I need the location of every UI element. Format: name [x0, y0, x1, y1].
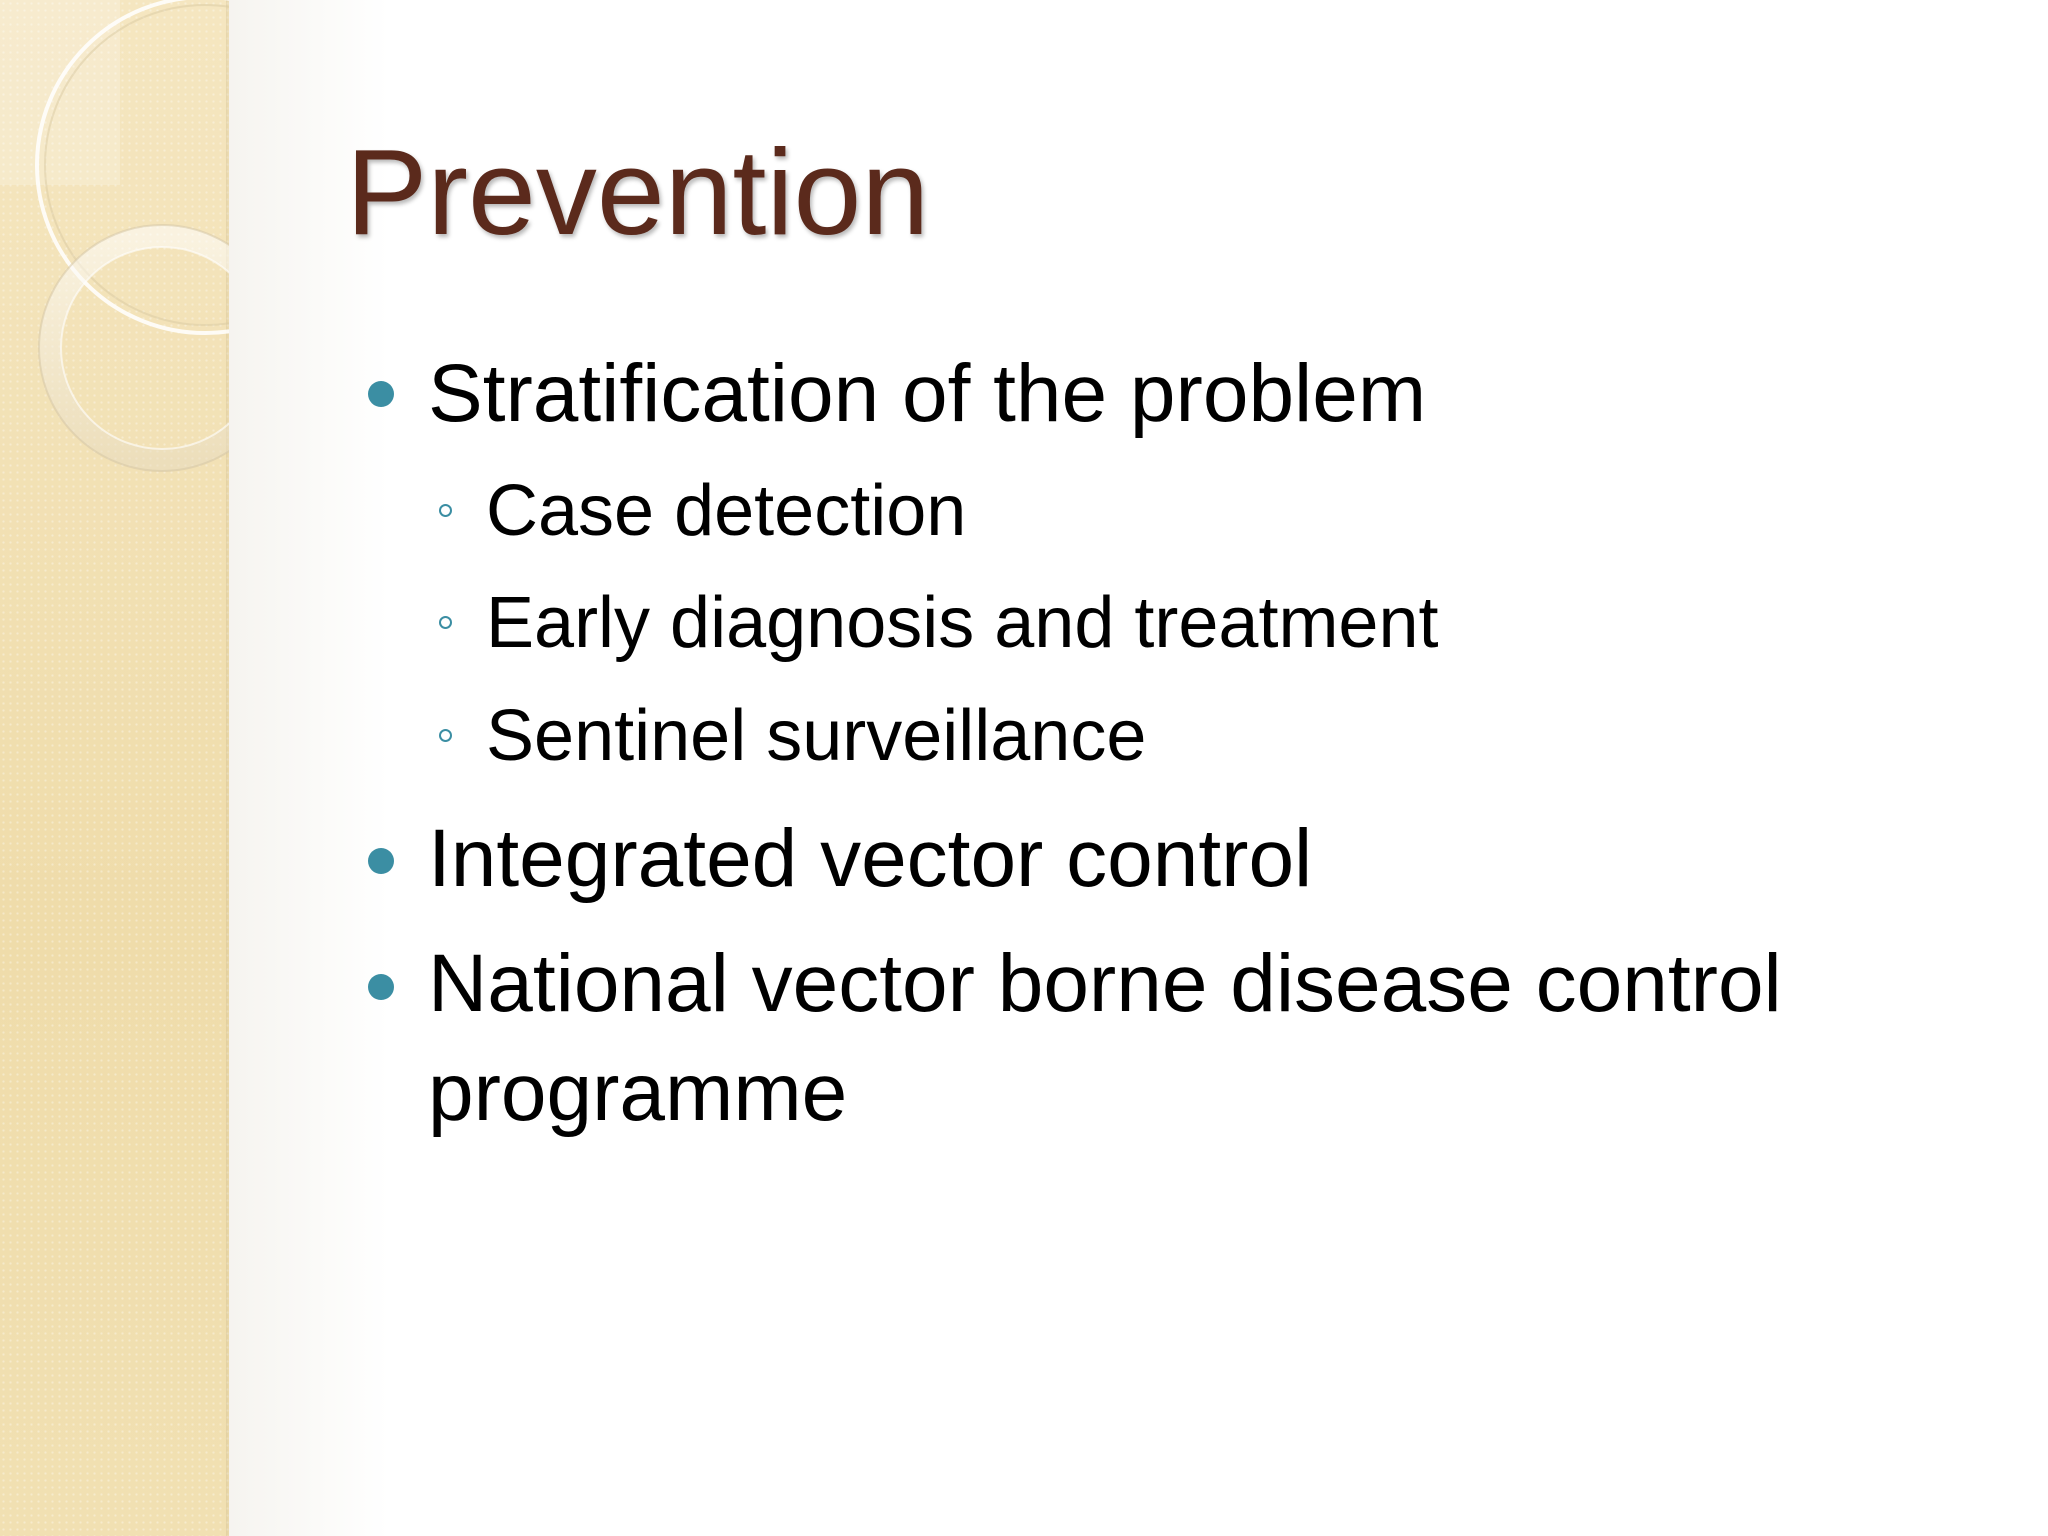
sub-bullet-item: Early diagnosis and treatment [486, 583, 1439, 663]
slide-title: Prevention [346, 124, 930, 260]
sub-bullet-ring-icon [439, 616, 452, 629]
sub-bullet-item: Case detection [486, 471, 967, 551]
bullet-item-continuation: programme [428, 1047, 848, 1138]
sub-bullet-ring-icon [439, 504, 452, 517]
sub-bullet-ring-icon [439, 729, 452, 742]
sub-bullet-item: Sentinel surveillance [486, 696, 1147, 776]
bullet-item: Integrated vector control [428, 813, 1313, 904]
bullet-dot-icon [368, 381, 394, 407]
bullet-dot-icon [368, 848, 394, 874]
bullet-item: Stratification of the problem [428, 348, 1427, 439]
bullet-item: National vector borne disease control [428, 938, 1782, 1029]
bullet-dot-icon [368, 974, 394, 1000]
